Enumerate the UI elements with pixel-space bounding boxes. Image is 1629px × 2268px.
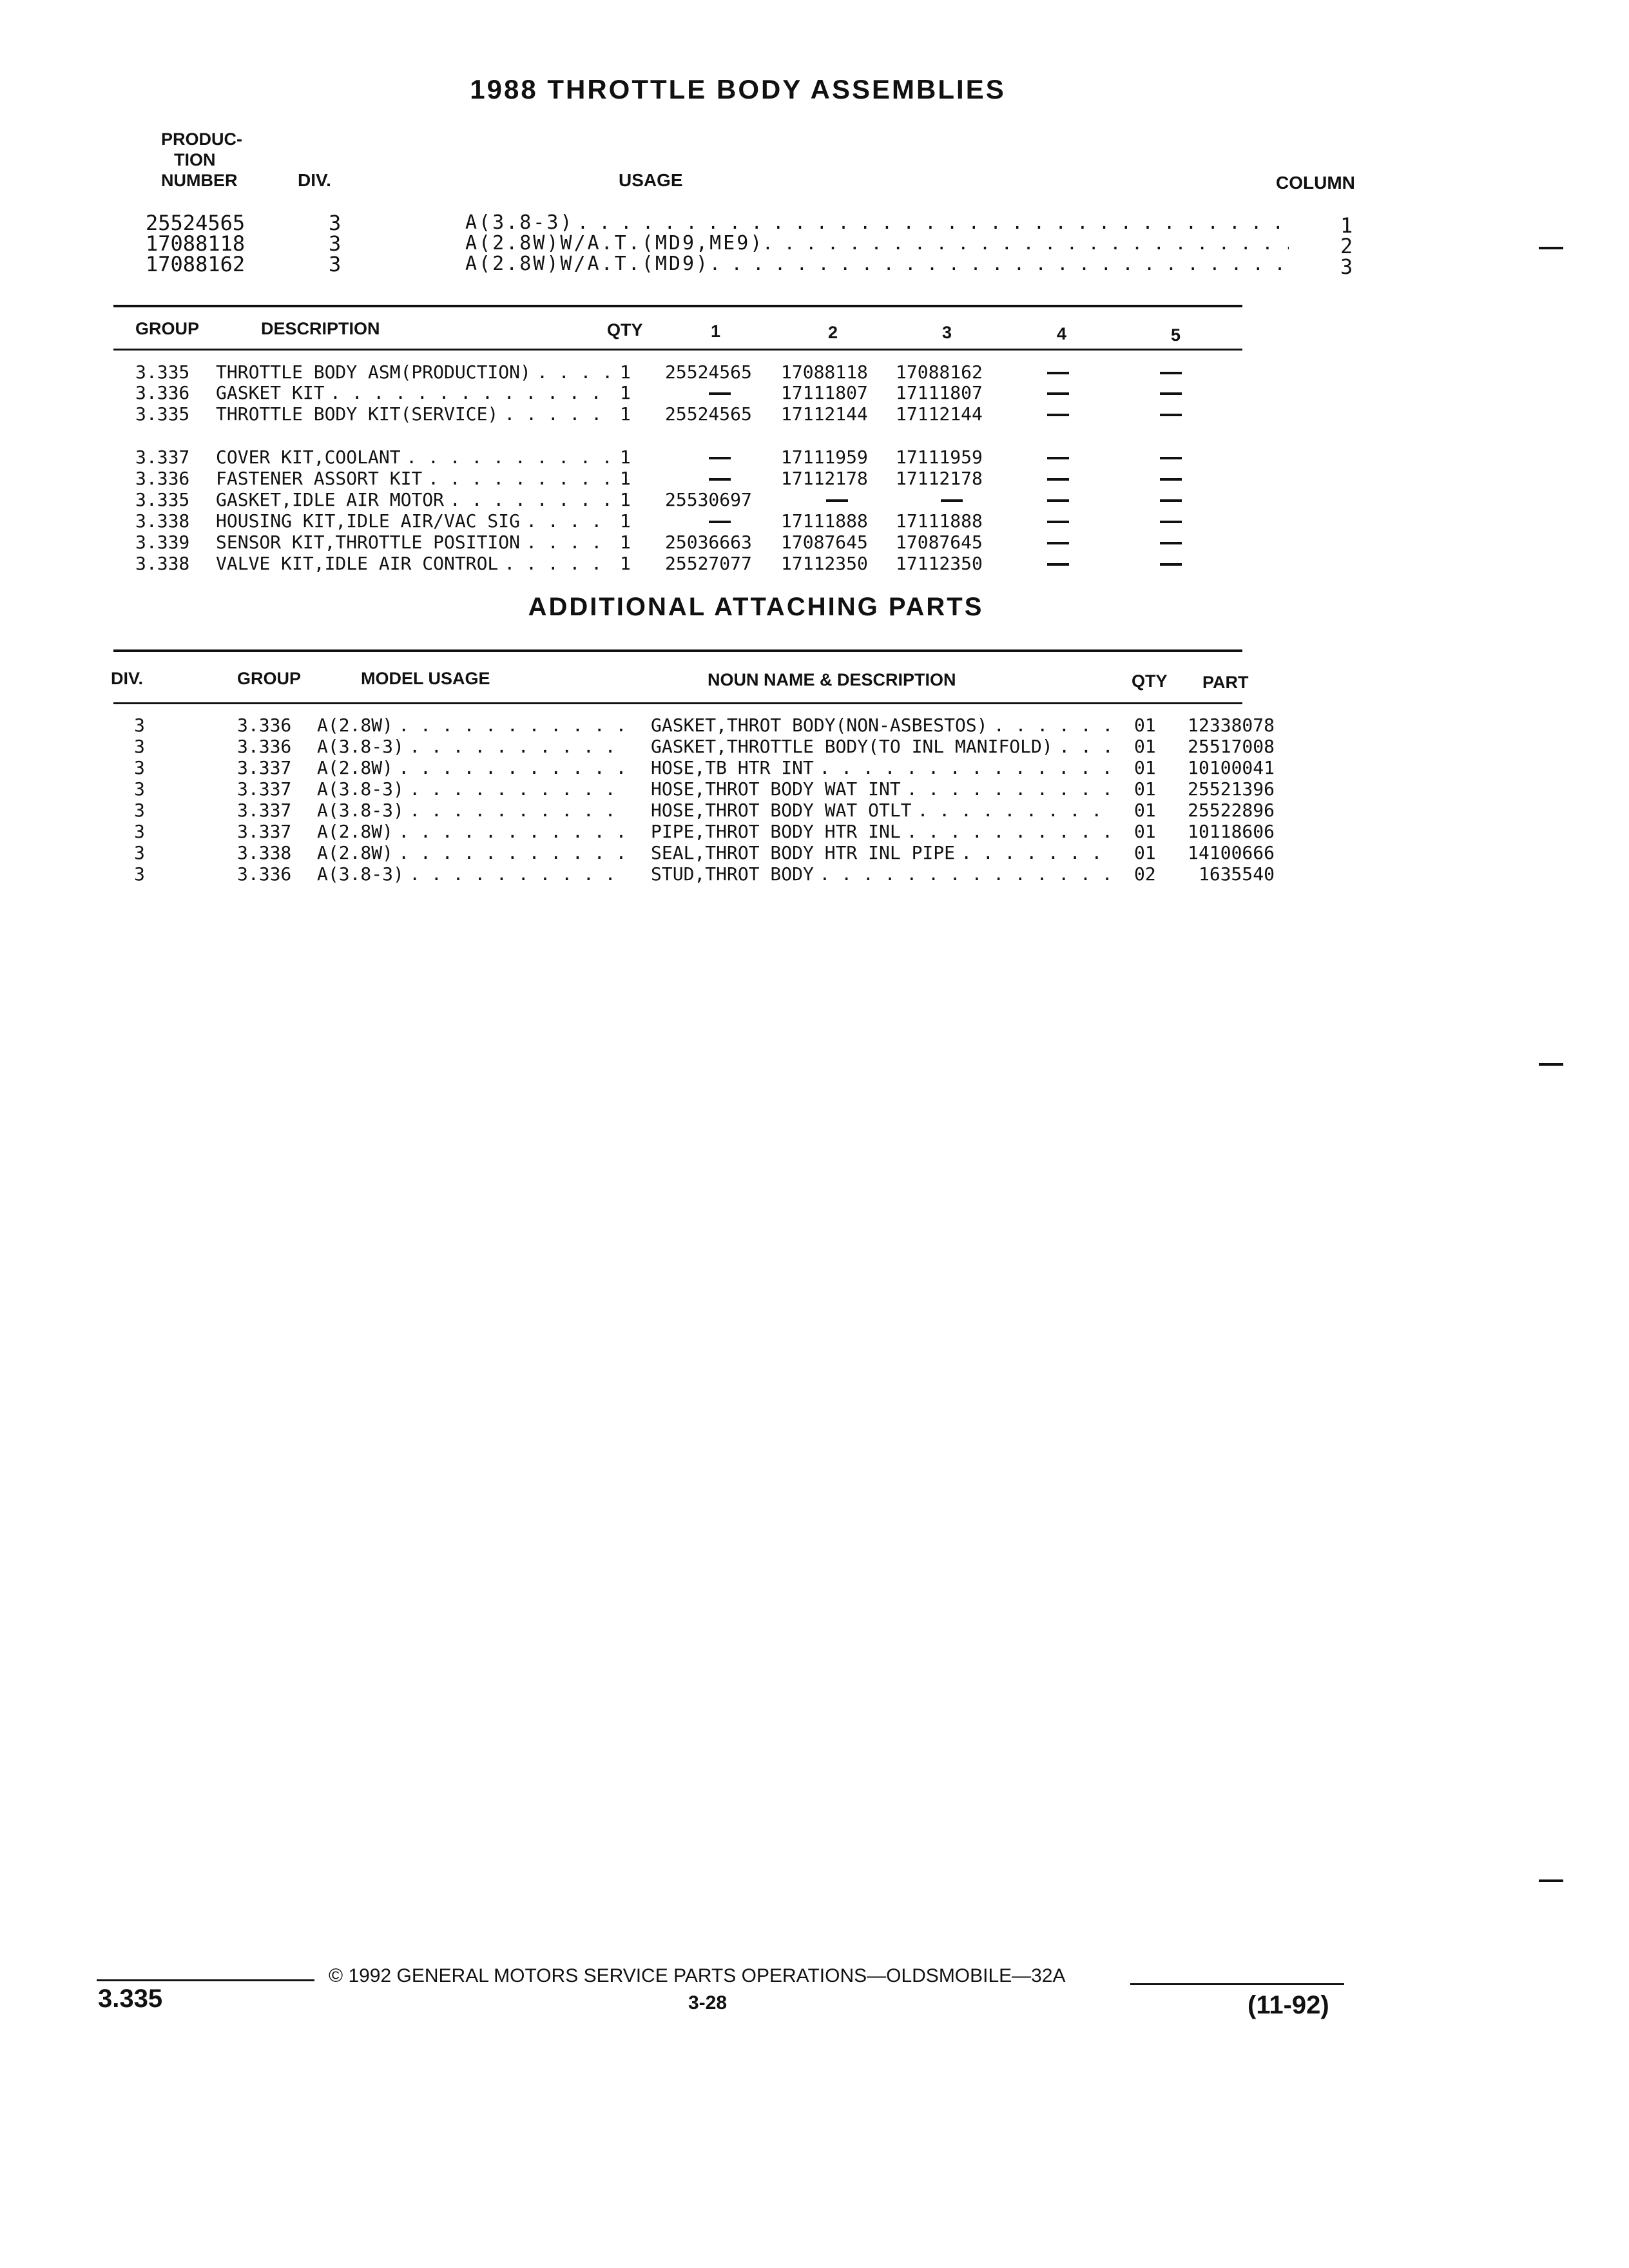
kit-c2: 17111888 [781,510,868,532]
kit-c1: 25524565 [665,361,752,383]
attach-qty-header: QTY [1132,671,1168,691]
attach-row [0,715,1629,736]
kit-c4 [1047,490,1069,510]
kit-c4 [1047,383,1069,403]
kit-description: VALVE KIT,IDLE AIR CONTROL [216,553,499,574]
attach-model-dots [398,843,628,863]
attach-div: 3 [134,800,145,821]
dash-mark [941,499,963,502]
attach-model-header: MODEL USAGE [361,669,490,688]
attach-noun-dots [907,779,1110,800]
kit-c2: 17112178 [781,468,868,489]
kit-description: GASKET,IDLE AIR MOTOR [216,489,445,510]
attach-model-dots [409,736,628,757]
kit-c3: 17111959 [896,447,983,468]
production-column: 2 [1340,234,1353,258]
production-usage: A(2.8W)W/A.T.(MD9) [465,253,710,275]
kit-col4-header: 4 [1057,324,1067,343]
attach-qty: 01 [1134,715,1156,736]
attach-row [0,864,1629,885]
kit-group: 3.338 [135,510,190,532]
kit-qty: 1 [620,553,631,574]
dash-mark [709,457,731,459]
kit-row [0,490,1629,511]
attach-noun-dots [907,822,1110,842]
attach-model: A(2.8W) [317,821,394,842]
dash-mark [1160,372,1182,374]
attach-noun-dots [820,758,1110,778]
kit-c1 [709,447,731,468]
kit-c5 [1160,404,1182,425]
attach-group: 3.336 [237,863,292,885]
attach-model: A(2.8W) [317,757,394,778]
attach-row [0,736,1629,758]
kit-c5 [1160,468,1182,489]
production-number: 17088118 [146,231,246,256]
dash-mark [826,499,848,502]
kit-c3: 17112144 [896,403,983,425]
usage-leader-dots [577,213,1289,233]
kit-c5 [1160,490,1182,510]
dash-mark [1160,521,1182,523]
kit-leader-dots [537,362,612,383]
attach-model: A(2.8W) [317,842,394,863]
attach-group: 3.336 [237,736,292,757]
kit-c4 [1047,362,1069,383]
kit-c4 [1047,468,1069,489]
dash-mark [1160,478,1182,481]
kit-description: HOUSING KIT,IDLE AIR/VAC SIG [216,510,521,532]
column-header: COLUMN [1276,173,1355,193]
kit-c2: 17112144 [781,403,868,425]
production-usage: A(2.8W)W/A.T.(MD9,ME9) [465,232,764,255]
kit-c1: 25527077 [665,553,752,574]
attach-model: A(3.8-3) [317,736,404,757]
margin-mark [1539,1063,1563,1066]
kit-c1: 25524565 [665,403,752,425]
kit-leader-dots [406,447,612,468]
dash-mark [709,478,731,481]
kit-description: COVER KIT,COOLANT [216,447,401,468]
kit-c1 [709,383,731,403]
attach-row [0,779,1629,800]
attach-group: 3.337 [237,757,292,778]
attach-row [0,758,1629,779]
div-header: DIV. [298,170,331,190]
attach-model: A(3.8-3) [317,863,404,885]
kit-col5-header: 5 [1171,325,1181,345]
kit-qty: 1 [620,447,631,468]
attach-qty: 02 [1134,863,1156,885]
kit-group: 3.336 [135,468,190,489]
attach-noun-dots [1059,736,1110,757]
kit-c1: 25530697 [665,489,752,510]
attach-part: 25521396 [1188,778,1275,800]
kit-c5 [1160,511,1182,532]
attach-qty: 01 [1134,800,1156,821]
kit-c2: 17087645 [781,532,868,553]
dash-mark [709,392,731,395]
attach-group: 3.337 [237,778,292,800]
kit-group: 3.337 [135,447,190,468]
attach-div-header: DIV. [111,669,144,688]
kit-row [0,532,1629,553]
kit-qty: 1 [620,532,631,553]
kit-group-header: GROUP [135,319,200,338]
kit-c4 [1047,532,1069,553]
dash-mark [1047,478,1069,481]
attach-noun: HOSE,THROT BODY WAT OTLT [651,800,912,821]
additional-parts-title: ADDITIONAL ATTACHING PARTS [528,593,984,621]
attach-div: 3 [134,757,145,778]
attach-noun-dots [918,800,1110,821]
attach-noun-dots [820,864,1110,885]
kit-c5 [1160,553,1182,574]
kit-c2: 17111959 [781,447,868,468]
attach-noun: GASKET,THROT BODY(NON-ASBESTOS) [651,715,988,736]
production-number: 17088162 [146,252,246,276]
production-number-header-line3: NUMBER [161,171,238,190]
kit-qty-header: QTY [607,320,643,340]
kit-c1 [709,468,731,489]
kit-leader-dots [526,532,612,553]
attach-model-dots [409,864,628,885]
attach-qty: 01 [1134,778,1156,800]
kit-qty: 1 [620,403,631,425]
attach-table-top-rule [113,649,1242,652]
attach-group-header: GROUP [237,669,302,688]
kit-row [0,447,1629,468]
margin-mark [1539,247,1563,249]
attach-qty: 01 [1134,842,1156,863]
attach-noun: HOSE,TB HTR INT [651,757,814,778]
attach-noun: SEAL,THROT BODY HTR INL PIPE [651,842,956,863]
kit-c1: 25036663 [665,532,752,553]
attach-row [0,822,1629,843]
attach-model: A(3.8-3) [317,778,404,800]
attach-group: 3.336 [237,715,292,736]
production-column: 1 [1340,213,1353,238]
kit-row [0,362,1629,383]
attach-table-header-rule [113,702,1242,704]
dash-mark [1160,542,1182,544]
kit-group: 3.338 [135,553,190,574]
attach-part: 10118606 [1188,821,1275,842]
kit-group: 3.335 [135,403,190,425]
kit-group: 3.335 [135,361,190,383]
production-number-header-line1: PRODUC- [161,130,242,149]
kit-c3: 17112178 [896,468,983,489]
attach-qty: 01 [1134,757,1156,778]
kit-c1 [709,511,731,532]
kit-row [0,383,1629,404]
attach-part-header: PART [1202,673,1249,692]
kit-qty: 1 [620,489,631,510]
kit-description: GASKET KIT [216,382,325,403]
dash-mark [1160,457,1182,459]
kit-c5 [1160,447,1182,468]
kit-col3-header: 3 [942,323,952,342]
production-number: 25524565 [146,211,246,235]
kit-description: THROTTLE BODY KIT(SERVICE) [216,403,499,425]
kit-row [0,511,1629,532]
dash-mark [1047,563,1069,566]
kit-c2: 17111807 [781,382,868,403]
footer-rule-left [97,1979,314,1981]
usage-leader-dots [709,254,1289,274]
dash-mark [1047,457,1069,459]
footer-section-number: 3.335 [98,1984,163,2013]
attach-noun-dots [994,715,1110,736]
attach-noun: PIPE,THROT BODY HTR INL [651,821,901,842]
kit-leader-dots [504,553,612,574]
attach-part: 25522896 [1188,800,1275,821]
kit-c5 [1160,383,1182,403]
attach-part: 14100666 [1188,842,1275,863]
production-div: 3 [329,231,342,256]
dash-mark [1047,499,1069,502]
kit-description: THROTTLE BODY ASM(PRODUCTION) [216,361,531,383]
attach-group: 3.337 [237,800,292,821]
attach-model-dots [398,822,628,842]
attach-noun: HOSE,THROT BODY WAT INT [651,778,901,800]
kit-table-header-rule [113,349,1242,351]
production-number-header [161,129,242,191]
footer-copyright: © 1992 GENERAL MOTORS SERVICE PARTS OPERATIONS—OLDSMOBILE—32A [329,1965,1066,1986]
dash-mark [1047,372,1069,374]
attach-model: A(3.8-3) [317,800,404,821]
production-div: 3 [329,211,342,235]
kit-col2-header: 2 [828,323,838,342]
dash-mark [1047,521,1069,523]
production-usage: A(3.8-3) [465,211,574,234]
kit-row [0,468,1629,490]
kit-leader-dots [450,490,612,510]
kit-c4 [1047,553,1069,574]
attach-model-dots [398,758,628,778]
usage-leader-dots [762,233,1289,254]
attach-qty: 01 [1134,821,1156,842]
kit-c3: 17112350 [896,553,983,574]
attach-row [0,800,1629,822]
kit-group: 3.336 [135,382,190,403]
kit-c3: 17088162 [896,361,983,383]
dash-mark [1047,392,1069,395]
dash-mark [1160,499,1182,502]
attach-div: 3 [134,778,145,800]
dash-mark [1047,414,1069,416]
kit-row [0,553,1629,575]
page-title: 1988 THROTTLE BODY ASSEMBLIES [470,74,1006,104]
kit-c5 [1160,532,1182,553]
attach-div: 3 [134,842,145,863]
production-div: 3 [329,252,342,276]
attach-part: 25517008 [1188,736,1275,757]
kit-c3 [941,490,963,510]
dash-mark [709,521,731,523]
attach-model-dots [398,715,628,736]
kit-group: 3.335 [135,489,190,510]
kit-description: FASTENER ASSORT KIT [216,468,423,489]
dash-mark [1047,542,1069,544]
attach-group: 3.337 [237,821,292,842]
attach-noun-dots [961,843,1110,863]
production-number-header-line2: TION [174,150,216,169]
kit-leader-dots [504,404,612,425]
production-column: 3 [1340,255,1353,279]
kit-c3: 17087645 [896,532,983,553]
kit-group: 3.339 [135,532,190,553]
attach-qty: 01 [1134,736,1156,757]
attach-noun: STUD,THROT BODY [651,863,814,885]
footer-date: (11-92) [1248,1991,1329,2019]
attach-part: 12338078 [1188,715,1275,736]
attach-noun-header: NOUN NAME & DESCRIPTION [708,670,956,689]
attach-model: A(2.8W) [317,715,394,736]
kit-description: SENSOR KIT,THROTTLE POSITION [216,532,521,553]
kit-c5 [1160,362,1182,383]
kit-qty: 1 [620,361,631,383]
footer-rule-right [1130,1983,1344,1985]
dash-mark [1160,414,1182,416]
attach-div: 3 [134,736,145,757]
kit-description-header: DESCRIPTION [261,319,380,338]
kit-c2: 17088118 [781,361,868,383]
attach-part: 10100041 [1188,757,1275,778]
production-row [0,252,1629,279]
dash-mark [1160,563,1182,566]
kit-c2 [826,490,848,510]
attach-group: 3.338 [237,842,292,863]
kit-c4 [1047,447,1069,468]
kit-c4 [1047,404,1069,425]
kit-qty: 1 [620,468,631,489]
dash-mark [1160,392,1182,395]
margin-mark [1539,1879,1563,1882]
kit-c3: 17111807 [896,382,983,403]
footer-page-number: 3-28 [688,1992,728,2013]
kit-leader-dots [330,383,612,403]
attach-row [0,843,1629,864]
kit-c3: 17111888 [896,510,983,532]
kit-leader-dots [428,468,612,489]
kit-qty: 1 [620,510,631,532]
kit-leader-dots [526,511,612,532]
attach-model-dots [409,779,628,800]
kit-row [0,404,1629,425]
attach-part: 1635540 [1198,863,1275,885]
kit-c4 [1047,511,1069,532]
kit-col1-header: 1 [711,322,721,341]
usage-header: USAGE [619,170,683,190]
attach-noun: GASKET,THROTTLE BODY(TO INL MANIFOLD) [651,736,1053,757]
attach-div: 3 [134,715,145,736]
attach-model-dots [409,800,628,821]
kit-qty: 1 [620,382,631,403]
kit-table-top-rule [113,305,1242,307]
attach-div: 3 [134,821,145,842]
kit-c2: 17112350 [781,553,868,574]
attach-div: 3 [134,863,145,885]
